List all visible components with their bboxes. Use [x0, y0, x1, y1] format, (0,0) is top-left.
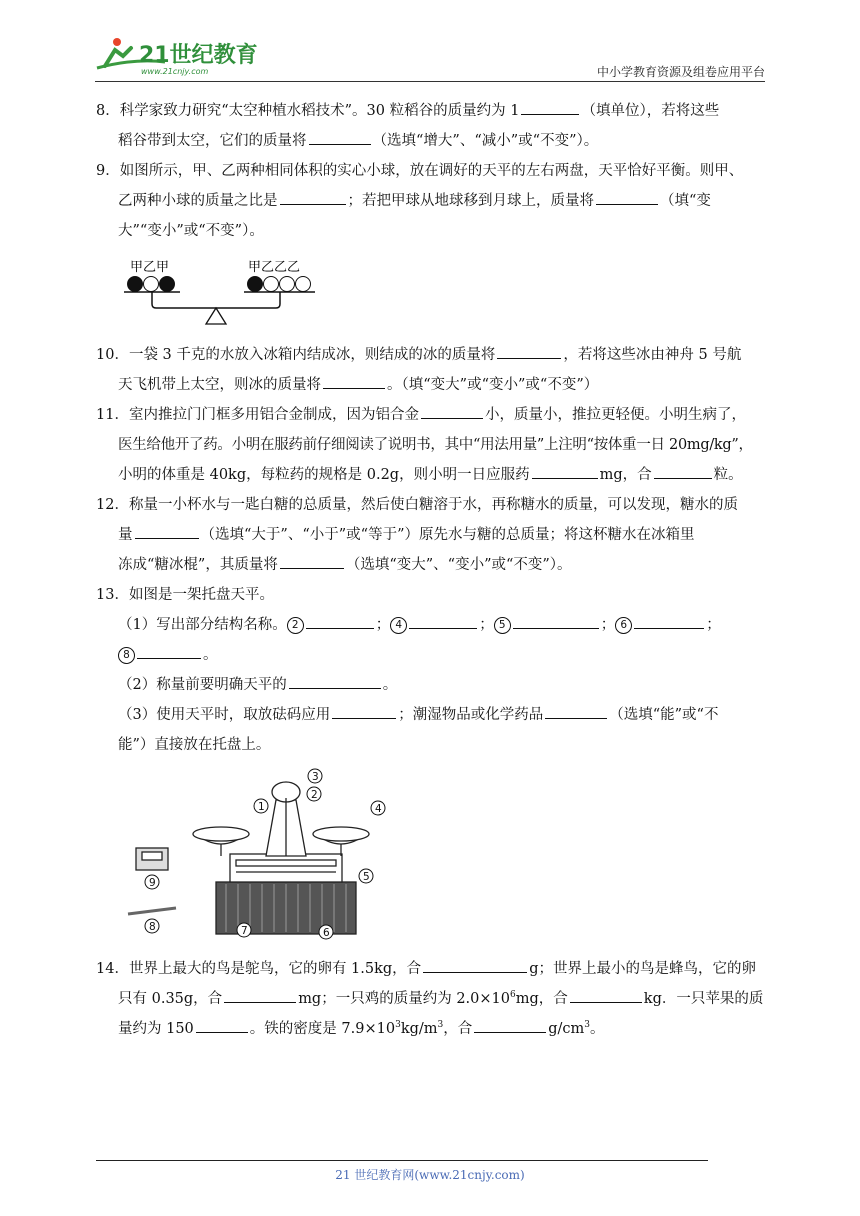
- question-9-line-1: 9．如图所示，甲、乙两种相同体积的实心小球，放在调好的天平的左右两盘，天平恰好平衡。则甲、: [96, 163, 744, 179]
- svg-text:1: 1: [258, 801, 265, 813]
- question-13-part-3: （3）使用天平时，取放砝码应用 ；潮湿物品或化学药品 （选填“能”或“不: [96, 700, 766, 730]
- question-13-part-2: （2）称量前要明确天平的 。: [96, 670, 766, 700]
- question-list: [96, 96, 766, 1044]
- answer-blank[interactable]: [137, 643, 201, 659]
- svg-text:5: 5: [363, 871, 370, 883]
- answer-blank[interactable]: [421, 403, 483, 419]
- balance-balls-figure: [120, 256, 320, 328]
- question-13-title: 13．如图是一架托盘天平。: [96, 587, 274, 603]
- header-divider: [95, 81, 765, 82]
- answer-blank[interactable]: [513, 613, 599, 629]
- answer-blank[interactable]: [306, 613, 374, 629]
- question-14-line-1: 14．世界上最大的鸟是鸵鸟，它的卵有 1.5kg，合 g；世界上最小的鸟是蜂鸟，它的卵: [96, 954, 766, 984]
- answer-blank[interactable]: [474, 1017, 546, 1033]
- page-footer: 21 世纪教育网(www.21cnjy.com): [335, 1168, 525, 1182]
- question-8-line-2: 稻谷带到太空，它们的质量将 （选填“增大”、“减小”或“不变”）。: [96, 126, 766, 156]
- answer-blank[interactable]: [521, 99, 579, 115]
- answer-blank[interactable]: [224, 987, 296, 1003]
- svg-text:6: 6: [323, 927, 330, 939]
- question-8-line-1: 8．科学家致力研究“太空种植水稻技术”。30 粒稻谷的质量约为 1 （填单位），若将这些: [96, 96, 766, 126]
- answer-blank[interactable]: [332, 703, 396, 719]
- svg-text:21世纪教育: 21世纪教育: [139, 43, 258, 68]
- site-logo: [95, 36, 260, 78]
- question-11-line-3: 小明的体重是 40kg，每粒药的规格是 0.2g，则小明一日应服药 mg，合 粒。: [96, 460, 766, 490]
- svg-text:7: 7: [241, 925, 248, 937]
- answer-blank[interactable]: [135, 523, 199, 539]
- answer-blank[interactable]: [634, 613, 704, 629]
- answer-blank[interactable]: [309, 129, 371, 145]
- answer-blank[interactable]: [423, 957, 527, 973]
- page-header: [95, 30, 765, 82]
- svg-text:8: 8: [149, 921, 156, 933]
- answer-blank[interactable]: [196, 1017, 248, 1033]
- site-tagline: 中小学教育资源及组卷应用平台: [596, 65, 765, 79]
- question-11-line-2: 医生给他开了药。小明在服药前仔细阅读了说明书，其中“用法用量”上注明“按体重一日 20mg/kg”，: [118, 437, 753, 453]
- svg-text:甲乙乙乙: 甲乙乙乙: [248, 260, 301, 275]
- svg-text:3: 3: [312, 771, 319, 783]
- answer-blank[interactable]: [289, 673, 381, 689]
- answer-blank[interactable]: [532, 463, 598, 479]
- svg-text:9: 9: [149, 877, 156, 889]
- question-13-part-1: （1）写出部分结构名称。 2 ； 4 ； 5 ； 6 ；: [96, 610, 766, 640]
- footer-divider: [96, 1160, 708, 1161]
- question-9-line-3: 大”“变小”或“不变”）。: [118, 223, 264, 239]
- answer-blank[interactable]: [654, 463, 712, 479]
- answer-blank[interactable]: [545, 703, 607, 719]
- answer-blank[interactable]: [323, 373, 385, 389]
- svg-text:4: 4: [375, 803, 382, 815]
- question-10-line-1: 10．一袋 3 千克的水放入冰箱内结成冰，则结成的冰的质量将 ，若将这些冰由神舟 5 号航: [96, 340, 766, 370]
- tray-balance-figure: [116, 764, 416, 944]
- question-14-line-2: 只有 0.35g，合 mg；一只鸡的质量约为 $2.0\times 10^6mg$，合 kg．一只苹果的质: [96, 984, 766, 1014]
- question-10-line-2: 天飞机带上太空，则冰的质量将 。（填“变大”或“变小”或“不变”）: [96, 370, 766, 400]
- answer-blank[interactable]: [497, 343, 561, 359]
- question-12-line-1: 12．称量一小杯水与一匙白糖的总质量，然后使白糖溶于水，再称糖水的质量，可以发现，糖水的质: [96, 497, 738, 513]
- question-13-part-3-cont: 能”）直接放在托盘上。: [118, 737, 271, 753]
- svg-text:甲乙甲: 甲乙甲: [130, 260, 170, 275]
- answer-blank[interactable]: [409, 613, 477, 629]
- question-13-part-1-cont: 8 。: [96, 640, 766, 670]
- question-11-line-1: 11．室内推拉门门框多用铝合金制成，因为铝合金 小，质量小，推拉更轻便。小明生病了，: [96, 400, 766, 430]
- svg-text:2: 2: [311, 789, 318, 801]
- svg-text:www.21cnjy.com: www.21cnjy.com: [141, 67, 209, 76]
- answer-blank[interactable]: [280, 189, 346, 205]
- answer-blank[interactable]: [570, 987, 642, 1003]
- question-9-line-2: 乙两种小球的质量之比是 ；若把甲球从地球移到月球上，质量将 （填“变: [96, 186, 766, 216]
- answer-blank[interactable]: [596, 189, 658, 205]
- question-14-line-3: 量约为 150 。铁的密度是 $7.9\times 10^3kg/m^3$，合 $g/cm^3$。: [96, 1014, 766, 1044]
- answer-blank[interactable]: [280, 553, 344, 569]
- question-12-line-3: 冻成“糖冰棍”，其质量将 （选填“变大”、“变小”或“不变”）。: [96, 550, 766, 580]
- question-12-line-2: 量 （选填“大于”、“小于”或“等于”）原先水与糖的总质量；将这杯糖水在冰箱里: [96, 520, 766, 550]
